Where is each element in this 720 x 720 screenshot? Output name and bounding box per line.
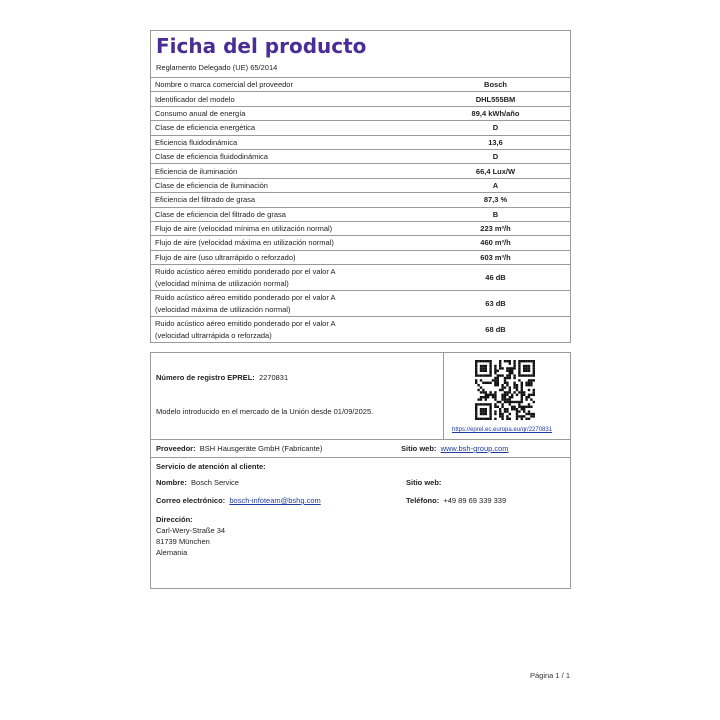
- spec-row: [151, 236, 570, 250]
- spec-row: [151, 135, 570, 149]
- phone-value: +49 89 69 339 339: [443, 496, 507, 505]
- spec-table: [151, 78, 570, 342]
- spec-value: 13,6: [421, 135, 570, 149]
- regulation-text: Reglamento Delegado (UE) 65/2014: [151, 60, 570, 78]
- spec-row: [151, 207, 570, 221]
- page-title: Ficha del producto: [156, 34, 367, 58]
- qr-code-icon[interactable]: [475, 360, 535, 420]
- address-line: 81739 München: [156, 537, 210, 546]
- noise-value: 46 dB: [421, 265, 570, 291]
- spec-value: D: [421, 149, 570, 163]
- supplier-web-label: Sitio web:: [401, 444, 437, 453]
- noise-label-line: (velocidad mínima de utilización normal): [155, 278, 289, 288]
- customer-service: [151, 474, 570, 588]
- registration-number: [156, 373, 288, 382]
- spec-row: [151, 164, 570, 178]
- spec-row: [151, 106, 570, 120]
- spec-value: 89,4 kWh/año: [421, 106, 570, 120]
- page-number: Página 1 / 1: [529, 671, 570, 680]
- noise-label: [151, 291, 421, 317]
- noise-label: [151, 317, 421, 343]
- noise-label-line: Ruido acústico aéreo emitido ponderado por el valor A: [155, 318, 336, 328]
- product-fiche: [150, 30, 571, 343]
- spec-label: Clase de eficiencia energética: [151, 121, 421, 135]
- phone-label: Teléfono:: [406, 496, 440, 505]
- address-line: Alemania: [156, 548, 188, 557]
- spec-row: [151, 250, 570, 264]
- spec-row: [151, 149, 570, 163]
- noise-label-line: (velocidad máxima de utilización normal): [155, 304, 291, 314]
- address-line: Carl-Wery-Straße 34: [156, 526, 226, 535]
- eprel-section: [151, 353, 570, 440]
- spec-label: Eficiencia de iluminación: [151, 164, 421, 178]
- spec-row: [151, 78, 570, 92]
- spec-label: Nombre o marca comercial del proveedor: [151, 78, 421, 92]
- noise-label-line: (velocidad ultrarrápida o reforzada): [155, 330, 272, 340]
- spec-label: Flujo de aire (velocidad máxima en utilización normal): [151, 236, 421, 250]
- supplier-web-link[interactable]: www.bsh-group.com: [440, 444, 509, 453]
- spec-value: Bosch: [421, 78, 570, 92]
- supplier-row: [151, 440, 570, 458]
- spec-value: 603 m³/h: [421, 250, 570, 264]
- address-block: [156, 514, 225, 558]
- spec-label: Identificador del modelo: [151, 92, 421, 106]
- eprel-box: [150, 352, 571, 589]
- spec-row: [151, 92, 570, 106]
- spec-value: DHL555BM: [421, 92, 570, 106]
- noise-row: [151, 265, 570, 291]
- spec-row: [151, 193, 570, 207]
- spec-label: Eficiencia fluidodinámica: [151, 135, 421, 149]
- supplier-value: BSH Hausgeräte GmbH (Fabricante): [199, 444, 323, 453]
- spec-label: Flujo de aire (velocidad mínima en utilización normal): [151, 221, 421, 235]
- spec-value: D: [421, 121, 570, 135]
- spec-row: [151, 121, 570, 135]
- spec-value: 66,4 Lux/W: [421, 164, 570, 178]
- noise-label-line: Ruido acústico aéreo emitido ponderado por el valor A: [155, 292, 336, 302]
- reg-number: 2270831: [258, 373, 289, 382]
- spec-row: [151, 221, 570, 235]
- reg-label: Número de registro EPREL:: [156, 373, 255, 382]
- supplier-label: Proveedor:: [156, 444, 196, 453]
- spec-value: 223 m³/h: [421, 221, 570, 235]
- spec-label: Consumo anual de energía: [151, 106, 421, 120]
- noise-value: 63 dB: [421, 291, 570, 317]
- spec-label: Eficiencia del filtrado de grasa: [151, 193, 421, 207]
- spec-label: Clase de eficiencia del filtrado de grasa: [151, 207, 421, 221]
- noise-label-line: Ruido acústico aéreo emitido ponderado por el valor A: [155, 266, 336, 276]
- spec-value: B: [421, 207, 570, 221]
- spec-value: 460 m³/h: [421, 236, 570, 250]
- address-label: Dirección:: [156, 515, 193, 524]
- spec-label: Clase de eficiencia de iluminación: [151, 178, 421, 192]
- spec-label: Clase de eficiencia fluidodinámica: [151, 149, 421, 163]
- email-label: Correo electrónico:: [156, 496, 226, 505]
- noise-value: 68 dB: [485, 325, 506, 335]
- spec-label: Flujo de aire (uso ultrarrápido o reforzado): [151, 250, 421, 264]
- service-heading: Servicio de atención al cliente:: [156, 461, 266, 471]
- service-name-label: Nombre:: [156, 478, 187, 487]
- eprel-link[interactable]: https://eprel.ec.europa.eu/qr/2270831: [452, 427, 553, 433]
- service-web-label: Sitio web:: [406, 478, 442, 487]
- service-name-value: Bosch Service: [191, 478, 239, 487]
- noise-label: [151, 265, 421, 291]
- email-link[interactable]: bosch-infoteam@bshg.com: [229, 496, 321, 505]
- spec-value: A: [421, 178, 570, 192]
- model-intro-text: Modelo introducido en el mercado de la Unión desde 01/09/2025.: [156, 407, 374, 416]
- spec-row: [151, 178, 570, 192]
- spec-value: 87,3 %: [421, 193, 570, 207]
- noise-row: [151, 317, 570, 343]
- noise-row: [151, 291, 570, 317]
